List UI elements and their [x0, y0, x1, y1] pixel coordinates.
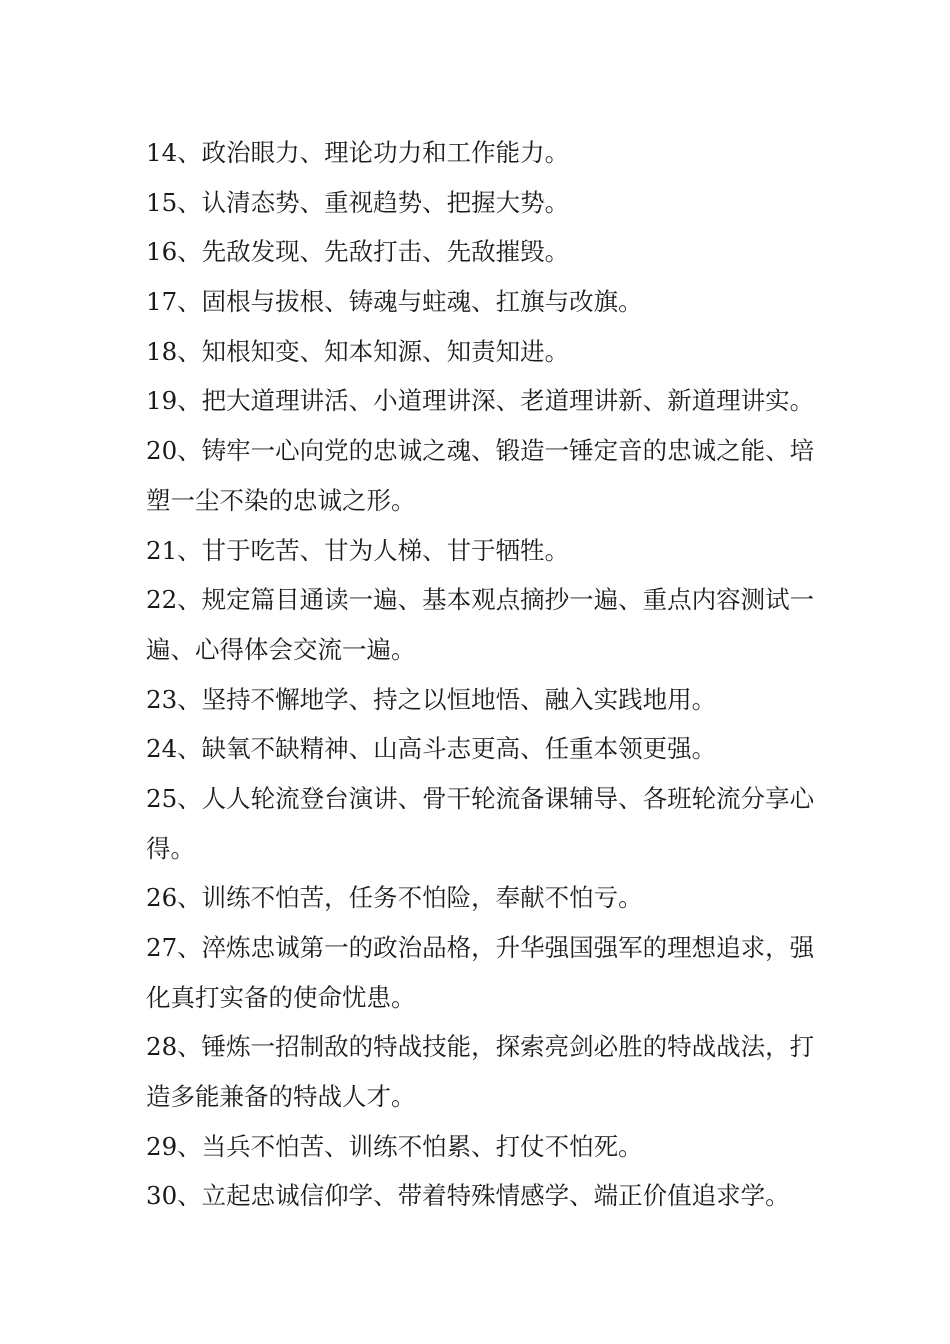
document-body [146, 128, 814, 1221]
text-line-28a: 28、锤炼一招制敌的特战技能，探索亮剑必胜的特战战法，打 [146, 1032, 814, 1062]
text-line-15: 15、认清态势、重视趋势、把握大势。 [146, 187, 570, 217]
text-line-17: 17、固根与拔根、铸魂与蛀魂、扛旗与改旗。 [146, 287, 643, 317]
text-line-16: 16、先敌发现、先敌打击、先敌摧毁。 [146, 237, 570, 267]
text-line-14: 14、政治眼力、理论功力和工作能力。 [146, 138, 570, 167]
text-line-22b: 遍、心得体会交流一遍。 [146, 634, 416, 664]
text-line-18: 18、知根知变、知本知源、知责知进。 [146, 336, 570, 366]
text-line-25b: 得。 [146, 833, 195, 863]
text-line-21: 21、甘于吃苦、甘为人梯、甘于牺牲。 [146, 535, 570, 565]
text-line-23: 23、坚持不懈地学、持之以恒地悟、融入实践地用。 [146, 684, 717, 714]
text-line-28b: 造多能兼备的特战人才。 [146, 1082, 416, 1112]
text-line-25a: 25、人人轮流登台演讲、骨干轮流备课辅导、各班轮流分享心 [146, 783, 814, 813]
text-line-29: 29、当兵不怕苦、训练不怕累、打仗不怕死。 [146, 1131, 643, 1161]
text-line-26: 26、训练不怕苦，任务不怕险，奉献不怕亏。 [146, 883, 643, 913]
text-line-20b: 塑一尘不染的忠诚之形。 [146, 485, 416, 515]
text-line-30: 30、立起忠诚信仰学、带着特殊情感学、端正价值追求学。 [146, 1181, 790, 1211]
text-line-20a: 20、铸牢一心向党的忠诚之魂、锻造一锤定音的忠诚之能、培 [146, 436, 814, 466]
text-line-19: 19、把大道理讲活、小道理讲深、老道理讲新、新道理讲实。 [146, 386, 814, 416]
text-line-22a: 22、规定篇目通读一遍、基本观点摘抄一遍、重点内容测试一 [146, 585, 814, 615]
text-line-27a: 27、淬炼忠诚第一的政治品格，升华强国强军的理想追求，强 [146, 933, 814, 962]
text-line-24: 24、缺氧不缺精神、山高斗志更高、任重本领更强。 [146, 734, 717, 764]
text-line-27b: 化真打实备的使命忧患。 [146, 982, 416, 1012]
